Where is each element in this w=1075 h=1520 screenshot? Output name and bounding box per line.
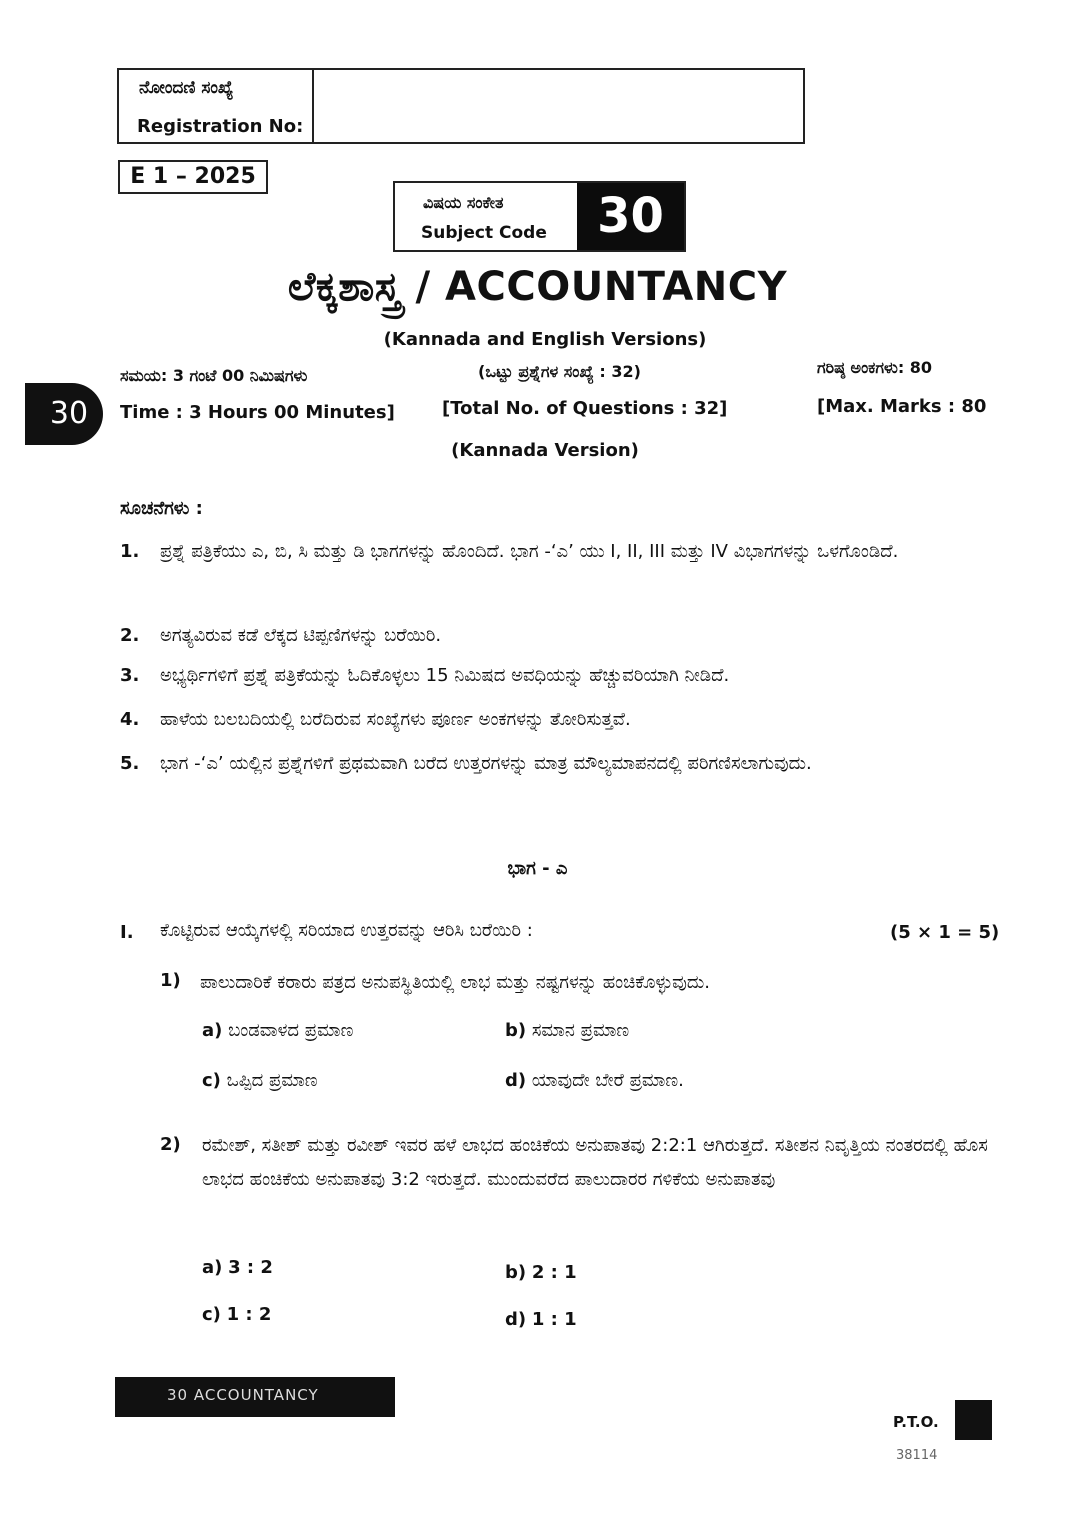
- section-instruction: ಕೊಟ್ಟಿರುವ ಆಯ್ಕೆಗಳಲ್ಲಿ ಸರಿಯಾದ ಉತ್ತರವನ್ನು ಆರಿಸಿ ಬರೆಯಿರಿ :: [160, 920, 533, 941]
- pto-marker: [955, 1400, 992, 1440]
- option-text: ಸಮಾನ ಪ್ರಮಾಣ: [531, 1020, 630, 1041]
- option-a: [202, 1257, 273, 1278]
- total-questions-english: [Total No. of Questions : 32]: [442, 398, 728, 419]
- instruction-text: ಪ್ರಶ್ನೆ ಪತ್ರಿಕೆಯು ಎ, ಬಿ, ಸಿ ಮತ್ತು ಡಿ ಭಾಗಗಳನ್ನು ಹೊಂದಿದೆ. ಭಾಗ -‘ಎ’ ಯು I, II, III ಮತ್ತು IV ವಿಭಾಗಗಳನ್ನು ಒಳಗೊಂಡಿದೆ.: [160, 541, 899, 562]
- page-title: ಲೆಕ್ಕಶಾಸ್ತ್ರ / ACCOUNTANCY: [287, 264, 788, 310]
- option-label: c): [202, 1304, 221, 1325]
- option-label: d): [505, 1309, 527, 1330]
- question-number: 2): [160, 1134, 181, 1155]
- instruction-text: ಅಗತ್ಯವಿರುವ ಕಡೆ ಲೆಕ್ಕದ ಟಿಪ್ಪಣಿಗಳನ್ನು ಬರೆಯಿರಿ.: [160, 625, 442, 646]
- time-kannada: ಸಮಯ: 3 ಗಂಟೆ 00 ನಿಮಿಷಗಳು: [120, 366, 308, 385]
- question-text: ರಮೇಶ್, ಸತೀಶ್ ಮತ್ತು ರವೀಶ್ ಇವರ ಹಳೆ ಲಾಭದ ಹಂಚಿಕೆಯ ಅನುಪಾತವು 2:2:1 ಆಗಿರುತ್ತದೆ. ಸತೀಶನ ನಿವೃತ್ತಿಯ ನಂತರದಲ್ಲಿ ಹೊಸ ಲಾಭದ ಹಂಚಿಕೆಯ ಅನುಪಾತವು 3:2 ಇರುತ್ತದೆ. ಮುಂದುವರೆದ ಪಾಲುದಾರರ ಗಳಿಕೆಯ ಅನುಪಾತವು: [202, 1135, 988, 1190]
- question-number: 1): [160, 970, 181, 991]
- subject-code-value: 30: [577, 183, 684, 250]
- footer-subject-bar: 30 ACCOUNTANCY: [115, 1377, 395, 1417]
- option-text: ಯಾವುದೇ ಬೇರೆ ಪ್ರಮಾಣ.: [531, 1070, 684, 1091]
- subject-code-label-kannada: ವಿಷಯ ಸಂಕೇತ: [423, 193, 504, 212]
- time-english: Time : 3 Hours 00 Minutes]: [120, 402, 395, 423]
- instructions-heading: ಸೂಚನೆಗಳು :: [120, 498, 203, 519]
- registration-label-kannada: ನೋಂದಣಿ ಸಂಖ್ಯೆ: [139, 78, 234, 98]
- option-text: 1 : 1: [531, 1309, 577, 1330]
- option-label: c): [202, 1070, 221, 1091]
- option-d: [505, 1309, 577, 1330]
- option-label: b): [505, 1262, 527, 1283]
- subject-code-label-english: Subject Code: [421, 223, 547, 243]
- exam-code: E 1 – 2025: [118, 160, 268, 194]
- instruction-item: [120, 748, 990, 780]
- max-marks-english: [Max. Marks : 80: [817, 396, 987, 417]
- option-d: [505, 1070, 684, 1091]
- option-c: [202, 1304, 271, 1325]
- pto-label: P.T.O.: [893, 1413, 939, 1431]
- instruction-item: [120, 620, 990, 652]
- option-label: b): [505, 1020, 527, 1041]
- instruction-number: 4.: [120, 709, 140, 730]
- max-marks-kannada: ಗರಿಷ್ಠ ಅಂಕಗಳು: 80: [817, 358, 933, 377]
- option-label: a): [202, 1020, 223, 1041]
- option-a: [202, 1020, 353, 1041]
- option-text: 3 : 2: [228, 1257, 273, 1278]
- instruction-number: 5.: [120, 753, 140, 774]
- section-number: I.: [120, 922, 134, 943]
- instruction-number: 3.: [120, 665, 140, 686]
- serial-number: 38114: [896, 1448, 938, 1463]
- option-b: [505, 1262, 577, 1283]
- instruction-item: [120, 660, 990, 692]
- question-text: ಪಾಲುದಾರಿಕೆ ಕರಾರು ಪತ್ರದ ಅನುಪಸ್ಥಿತಿಯಲ್ಲಿ ಲಾಭ ಮತ್ತು ನಷ್ಟಗಳನ್ನು ಹಂಚಿಕೊಳ್ಳುವುದು.: [200, 972, 710, 993]
- instruction-text: ಹಾಳೆಯ ಬಲಬದಿಯಲ್ಲಿ ಬರೆದಿರುವ ಸಂಖ್ಯೆಗಳು ಪೂರ್ಣ ಅಂಕಗಳನ್ನು ತೋರಿಸುತ್ತವೆ.: [160, 709, 631, 730]
- instruction-item: [120, 704, 990, 736]
- side-tab-subject-number: [25, 383, 103, 445]
- option-c: [202, 1070, 318, 1091]
- option-text: ಒಪ್ಪಿದ ಪ್ರಮಾಣ: [226, 1070, 318, 1091]
- registration-label-cell: [119, 70, 314, 142]
- section-marks: (5 × 1 = 5): [890, 922, 1000, 943]
- subject-code-box: [393, 181, 686, 252]
- side-tab-label: 30: [49, 396, 89, 431]
- part-a-heading: ಭಾಗ - ಎ: [507, 858, 568, 879]
- instruction-text: ಭಾಗ -‘ಎ’ ಯಲ್ಲಿನ ಪ್ರಶ್ನೆಗಳಿಗೆ ಪ್ರಥಮವಾಗಿ ಬರೆದ ಉತ್ತರಗಳನ್ನು ಮಾತ್ರ ಮೌಲ್ಯಮಾಪನದಲ್ಲಿ ಪರಿಗಣಿಸಲಾಗುವುದು.: [160, 753, 812, 774]
- instruction-number: 2.: [120, 625, 140, 646]
- option-text: 2 : 1: [531, 1262, 577, 1283]
- instruction-text: ಅಭ್ಯರ್ಥಿಗಳಿಗೆ ಪ್ರಶ್ನೆ ಪತ್ರಿಕೆಯನ್ನು ಓದಿಕೊಳ್ಳಲು 15 ನಿಮಿಷದ ಅವಧಿಯನ್ನು ಹೆಚ್ಚುವರಿಯಾಗಿ ನೀಡಿದೆ.: [160, 665, 730, 686]
- option-label: a): [202, 1257, 223, 1278]
- option-b: [505, 1020, 629, 1041]
- kannada-version-heading: (Kannada Version): [451, 440, 639, 461]
- option-text: ಬಂಡವಾಳದ ಪ್ರಮಾಣ: [228, 1020, 354, 1041]
- option-text: 1 : 2: [226, 1304, 272, 1325]
- versions-note: (Kannada and English Versions): [383, 329, 707, 350]
- option-label: d): [505, 1070, 527, 1091]
- registration-box: [117, 68, 805, 144]
- instruction-item: [120, 536, 990, 568]
- registration-label-english: Registration No:: [137, 116, 304, 137]
- total-questions-kannada: (ಒಟ್ಟು ಪ್ರಶ್ನೆಗಳ ಸಂಖ್ಯೆ : 32): [478, 362, 641, 381]
- instruction-number: 1.: [120, 541, 140, 562]
